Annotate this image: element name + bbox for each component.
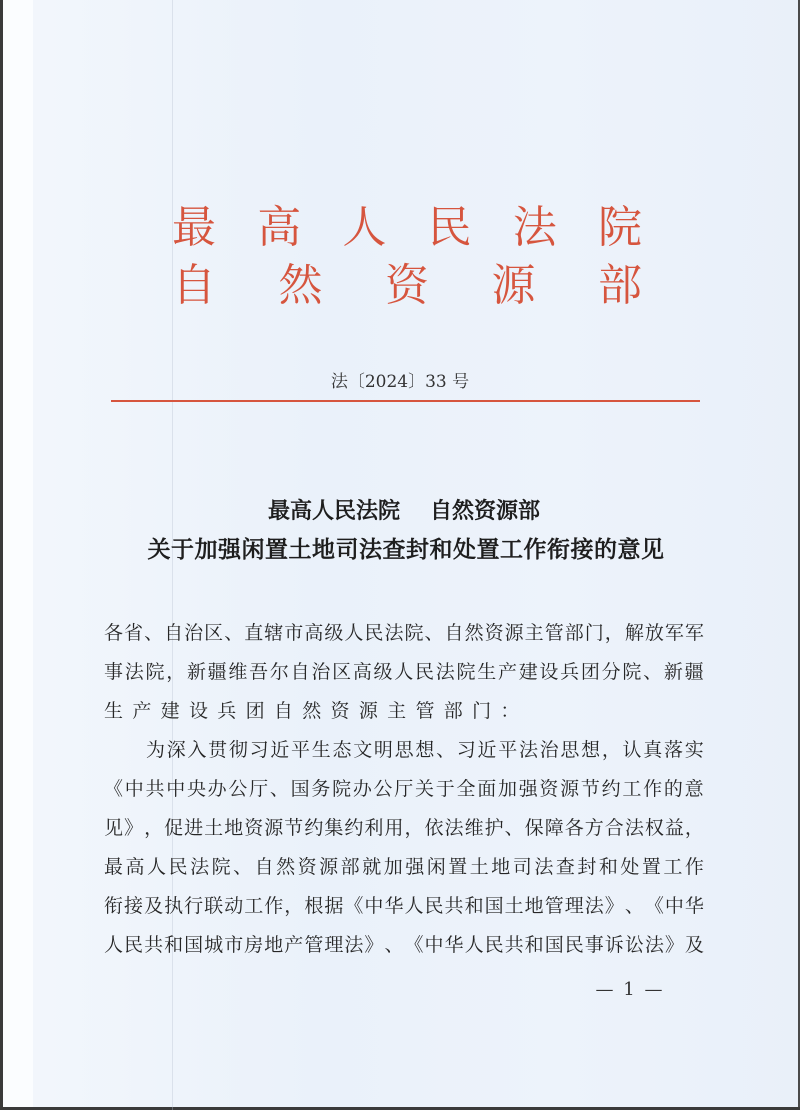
glyph: 治 (311, 661, 331, 683)
glyph: 依 (424, 817, 444, 839)
glyph: 办 (207, 778, 227, 800)
body-paragraph-line (104, 932, 704, 971)
glyph: 《 (344, 895, 364, 917)
glyph: 建 (160, 700, 180, 722)
glyph: 土 (469, 856, 489, 878)
glyph: 各 (564, 817, 584, 839)
issuer-char: 人 (342, 202, 387, 253)
issuer-char: 民 (427, 202, 472, 253)
glyph: 习 (456, 739, 476, 761)
glyph: 事 (584, 934, 604, 956)
glyph: 《 (404, 934, 424, 956)
glyph: 产 (497, 661, 517, 683)
glyph: 管 (544, 895, 564, 917)
glyph: ， (144, 817, 164, 839)
glyph: 约 (601, 778, 621, 800)
glyph: 、 (504, 817, 524, 839)
glyph: 民 (484, 934, 504, 956)
glyph: ， (404, 817, 424, 839)
glyph: 管 (415, 700, 435, 722)
glyph: 闲 (426, 856, 446, 878)
glyph: 封 (577, 856, 597, 878)
glyph: 兵 (560, 661, 580, 683)
glyph: 管 (544, 622, 564, 644)
glyph: 资 (244, 817, 264, 839)
glyph: 资 (297, 856, 317, 878)
glyph: 共 (504, 934, 524, 956)
glyph: 主 (524, 622, 544, 644)
glyph: 约 (344, 817, 364, 839)
glyph: 作 (264, 895, 284, 917)
glyph: 法 (584, 895, 604, 917)
glyph: 省 (124, 622, 144, 644)
glyph: 部 (564, 622, 584, 644)
glyph: 工 (622, 778, 642, 800)
glyph: 高 (304, 622, 324, 644)
glyph: 司 (512, 856, 532, 878)
glyph: 合 (604, 817, 624, 839)
document-title-subject: 关于加强闲置土地司法查封和处置工作衔接的意见 (147, 536, 665, 563)
glyph: 共 (144, 934, 164, 956)
glyph: 设 (539, 661, 559, 683)
glyph: 院 (622, 661, 642, 683)
glyph: 法 (518, 739, 538, 761)
glyph: 明 (373, 739, 393, 761)
glyph: 自 (273, 700, 293, 722)
issuer-char: 法 (512, 202, 557, 253)
glyph: 法 (534, 856, 554, 878)
glyph: 认 (622, 739, 642, 761)
glyph: 资 (484, 622, 504, 644)
glyph: 进 (184, 817, 204, 839)
glyph: 面 (477, 778, 497, 800)
glyph: ， (284, 895, 304, 917)
glyph: 、 (224, 622, 244, 644)
glyph: 方 (584, 817, 604, 839)
glyph: 权 (644, 817, 664, 839)
glyph: 行 (184, 895, 204, 917)
glyph: 源 (358, 700, 378, 722)
glyph: 辖 (264, 622, 284, 644)
glyph: 》 (664, 934, 684, 956)
glyph: 文 (353, 739, 373, 761)
glyph: 民 (124, 934, 144, 956)
glyph: 法 (435, 661, 455, 683)
glyph: 》 (604, 895, 624, 917)
glyph: 源 (264, 817, 284, 839)
body-paragraph-line (104, 776, 704, 815)
body-paragraph-line (104, 854, 704, 893)
glyph: 军 (664, 622, 684, 644)
glyph: 华 (444, 934, 464, 956)
issuer-char: 最 (172, 202, 216, 253)
glyph: 集 (324, 817, 344, 839)
glyph: 民 (168, 856, 188, 878)
glyph: 国 (484, 895, 504, 917)
glyph: 法 (644, 934, 664, 956)
glyph: 习 (249, 739, 269, 761)
glyph: 民 (564, 934, 584, 956)
glyph: 及 (684, 934, 704, 956)
glyph: 人 (464, 934, 484, 956)
glyph: 平 (498, 739, 518, 761)
glyph: 华 (684, 895, 704, 917)
glyph: 贯 (208, 739, 228, 761)
page-number: — 1 — (595, 979, 665, 1000)
glyph: 然 (464, 622, 484, 644)
glyph: 级 (373, 661, 393, 683)
issuer-header-ministry (172, 261, 642, 311)
glyph: 保 (524, 817, 544, 839)
glyph: 院 (145, 661, 165, 683)
glyph: 作 (643, 778, 663, 800)
glyph: 新 (663, 661, 683, 683)
glyph: 强 (405, 856, 425, 878)
glyph: 门 (584, 622, 604, 644)
glyph: 于 (435, 778, 455, 800)
glyph: 建 (518, 661, 538, 683)
glyph: 然 (302, 700, 322, 722)
glyph: 、 (643, 661, 663, 683)
glyph: 》 (364, 934, 384, 956)
glyph: 地 (224, 817, 244, 839)
glyph: 节 (284, 817, 304, 839)
glyph: 、 (144, 622, 164, 644)
glyph: 生 (311, 739, 331, 761)
glyph: 公 (228, 778, 248, 800)
glyph: 中 (664, 895, 684, 917)
glyph: 设 (188, 700, 208, 722)
issuer-char: 源 (491, 260, 536, 311)
glyph: 华 (384, 895, 404, 917)
glyph: 思 (560, 739, 580, 761)
glyph: 产 (284, 934, 304, 956)
glyph: 最 (104, 856, 124, 878)
glyph: 兵 (217, 700, 237, 722)
glyph: 想 (415, 739, 435, 761)
glyph: 、 (269, 778, 289, 800)
glyph: 治 (184, 622, 204, 644)
glyph: 、 (436, 739, 456, 761)
glyph: 平 (291, 739, 311, 761)
issuer-header-court (172, 203, 642, 253)
glyph: 资 (330, 700, 350, 722)
glyph: 接 (124, 895, 144, 917)
glyph: 》 (124, 817, 144, 839)
glyph: 民 (415, 661, 435, 683)
glyph: 、 (233, 856, 253, 878)
glyph: 全 (456, 778, 476, 800)
glyph: 障 (544, 817, 564, 839)
glyph: 强 (518, 778, 538, 800)
glyph: 工 (244, 895, 264, 917)
glyph: 民 (364, 622, 384, 644)
glyph: 团 (245, 700, 265, 722)
glyph: 、 (384, 934, 404, 956)
glyph: 地 (491, 856, 511, 878)
glyph: 护 (484, 817, 504, 839)
glyph: 疆 (684, 661, 704, 683)
glyph: 自 (164, 622, 184, 644)
glyph: 理 (564, 895, 584, 917)
glyph: 土 (504, 895, 524, 917)
glyph: 执 (164, 895, 184, 917)
glyph: 中 (124, 778, 144, 800)
glyph: 近 (270, 739, 290, 761)
document-number: 法〔2024〕33 号 (330, 372, 470, 392)
issuer-char: 高 (257, 202, 302, 253)
glyph: 工 (663, 856, 683, 878)
glyph: 吾 (249, 661, 269, 683)
glyph: ， (601, 739, 621, 761)
glyph: 厅 (249, 778, 269, 800)
glyph: 近 (477, 739, 497, 761)
glyph: 源 (504, 622, 524, 644)
glyph: 央 (186, 778, 206, 800)
glyph: 诉 (604, 934, 624, 956)
glyph: 人 (104, 934, 124, 956)
glyph: 市 (224, 934, 244, 956)
glyph: 人 (344, 622, 364, 644)
glyph: 理 (324, 934, 344, 956)
glyph: 解 (624, 622, 644, 644)
glyph: 中 (166, 778, 186, 800)
red-divider-rule (111, 400, 700, 402)
issuer-char: 院 (597, 202, 642, 253)
glyph: 然 (276, 856, 296, 878)
glyph: 衔 (104, 895, 124, 917)
glyph: 产 (132, 700, 152, 722)
glyph: 中 (424, 934, 444, 956)
glyph: 想 (581, 739, 601, 761)
glyph: 处 (620, 856, 640, 878)
glyph: 法 (444, 817, 464, 839)
glyph: 尔 (269, 661, 289, 683)
glyph: 真 (643, 739, 663, 761)
glyph: 和 (524, 934, 544, 956)
glyph: 讼 (624, 934, 644, 956)
glyph: 查 (555, 856, 575, 878)
glyph: 法 (344, 934, 364, 956)
glyph: 部 (443, 700, 463, 722)
glyph: 源 (319, 856, 339, 878)
addressee-line (104, 659, 704, 698)
glyph: 办 (352, 778, 372, 800)
body-paragraph-line (104, 737, 704, 776)
glyph: 直 (244, 622, 264, 644)
glyph: 关 (415, 778, 435, 800)
glyph: 务 (311, 778, 331, 800)
glyph: 高 (352, 661, 372, 683)
glyph: 置 (641, 856, 661, 878)
glyph: 加 (383, 856, 403, 878)
addressee-line (104, 698, 704, 737)
glyph: 生 (104, 700, 124, 722)
glyph: 生 (477, 661, 497, 683)
glyph: 动 (224, 895, 244, 917)
glyph: ， (166, 661, 186, 683)
issuer-char: 资 (385, 260, 429, 311)
glyph: 各 (104, 622, 124, 644)
glyph: 约 (304, 817, 324, 839)
glyph: 中 (364, 895, 384, 917)
glyph: 意 (684, 778, 704, 800)
glyph: 置 (448, 856, 468, 878)
glyph: 人 (404, 895, 424, 917)
glyph: 区 (204, 622, 224, 644)
glyph: 、 (624, 895, 644, 917)
glyph: 加 (497, 778, 517, 800)
glyph: 法 (190, 856, 210, 878)
title-issuer-court: 最高人民法院 (267, 498, 400, 524)
glyph: 自 (290, 661, 310, 683)
issuer-char: 自 (172, 260, 216, 311)
glyph: 源 (560, 778, 580, 800)
glyph: 公 (373, 778, 393, 800)
glyph: 维 (464, 817, 484, 839)
glyph: 土 (204, 817, 224, 839)
glyph: 房 (244, 934, 264, 956)
glyph: 共 (444, 895, 464, 917)
glyph: 城 (204, 934, 224, 956)
glyph: 彻 (228, 739, 248, 761)
glyph: 和 (164, 934, 184, 956)
glyph: 见 (104, 817, 124, 839)
glyph: 就 (362, 856, 382, 878)
glyph: 人 (394, 661, 414, 683)
glyph: 民 (424, 895, 444, 917)
glyph: 团 (580, 661, 600, 683)
glyph: 放 (644, 622, 664, 644)
glyph: 节 (580, 778, 600, 800)
glyph: 地 (524, 895, 544, 917)
glyph: 地 (264, 934, 284, 956)
glyph: 思 (394, 739, 414, 761)
glyph: 为 (146, 739, 166, 761)
title-issuer-ministry: 自然资源部 (430, 498, 541, 524)
glyph: 、 (424, 622, 444, 644)
glyph: 作 (684, 856, 704, 878)
glyph: 资 (539, 778, 559, 800)
glyph: 厅 (394, 778, 414, 800)
glyph: 自 (254, 856, 274, 878)
glyph: 市 (284, 622, 304, 644)
glyph: 高 (125, 856, 145, 878)
glyph: 态 (332, 739, 352, 761)
glyph: 据 (324, 895, 344, 917)
glyph: 部 (340, 856, 360, 878)
glyph: 门 (472, 700, 492, 722)
issuer-char: 然 (278, 260, 323, 311)
glyph: 和 (464, 895, 484, 917)
addressee-line (104, 620, 704, 659)
glyph: ： (500, 700, 520, 722)
glyph: 国 (544, 934, 564, 956)
glyph: 及 (144, 895, 164, 917)
glyph: 和 (598, 856, 618, 878)
glyph: 国 (290, 778, 310, 800)
glyph: 实 (684, 739, 704, 761)
glyph: 院 (211, 856, 231, 878)
glyph: 院 (332, 778, 352, 800)
glyph: 院 (404, 622, 424, 644)
glyph: 疆 (207, 661, 227, 683)
glyph: 自 (444, 622, 464, 644)
body-paragraph-line (104, 815, 704, 854)
glyph: 落 (663, 739, 683, 761)
glyph: 的 (663, 778, 683, 800)
glyph: 级 (324, 622, 344, 644)
glyph: 深 (166, 739, 186, 761)
glyph: 人 (147, 856, 167, 878)
glyph: 《 (104, 778, 124, 800)
glyph: 法 (124, 661, 144, 683)
glyph: 军 (684, 622, 704, 644)
glyph: 主 (387, 700, 407, 722)
issuer-char: 部 (598, 260, 642, 311)
glyph: 入 (187, 739, 207, 761)
glyph: 维 (228, 661, 248, 683)
document-body (104, 620, 704, 971)
glyph: 共 (145, 778, 165, 800)
glyph: 治 (539, 739, 559, 761)
glyph: 益 (664, 817, 684, 839)
glyph: 国 (184, 934, 204, 956)
document-title-issuers (0, 494, 800, 525)
glyph: 用 (384, 817, 404, 839)
glyph: 利 (364, 817, 384, 839)
glyph: 联 (204, 895, 224, 917)
body-paragraph-line (104, 893, 704, 932)
glyph: 法 (384, 622, 404, 644)
glyph: 《 (644, 895, 664, 917)
glyph: 管 (304, 934, 324, 956)
glyph: ， (604, 622, 624, 644)
glyph: 院 (456, 661, 476, 683)
glyph: 区 (332, 661, 352, 683)
glyph: 促 (164, 817, 184, 839)
glyph: 法 (624, 817, 644, 839)
glyph: ， (684, 817, 704, 839)
glyph: 事 (104, 661, 124, 683)
glyph: 新 (186, 661, 206, 683)
glyph: 根 (304, 895, 324, 917)
glyph: 分 (601, 661, 621, 683)
